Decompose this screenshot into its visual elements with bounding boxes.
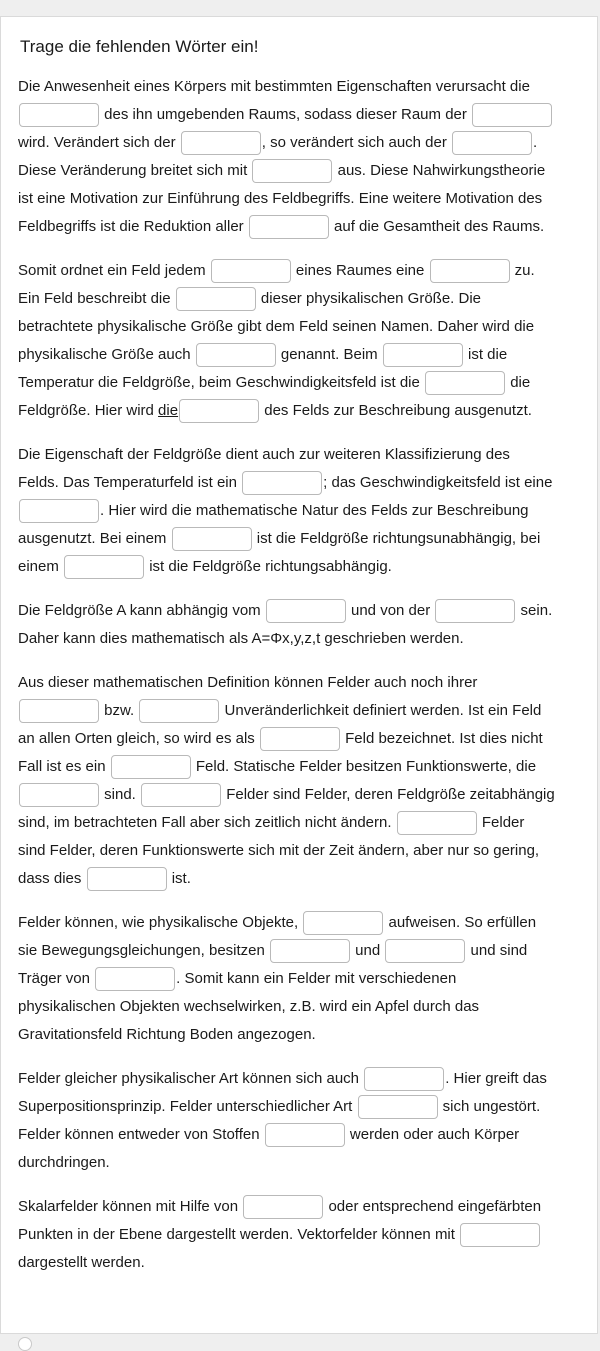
blank-input[interactable]	[243, 1195, 323, 1219]
text-segment: physikalische Größe auch	[18, 346, 195, 363]
text-line	[18, 697, 590, 725]
text-segment: ist die Feldgröße richtungsabhängig.	[145, 558, 392, 575]
text-line	[18, 669, 590, 697]
text-line	[18, 1021, 590, 1049]
text-line	[18, 865, 590, 893]
paragraph	[18, 441, 590, 581]
text-segment: und von der	[346, 602, 435, 619]
blank-input[interactable]	[358, 1095, 438, 1119]
text-segment: auf die Gesamtheit des Raums.	[329, 218, 545, 235]
text-segment: ist die	[463, 346, 508, 363]
text-segment: Gravitationsfeld Richtung Boden angezogen.	[18, 1026, 316, 1043]
text-line	[18, 837, 590, 865]
text-line	[18, 185, 590, 213]
text-segment: genannt. Beim	[276, 346, 382, 363]
text-segment: Felder können, wie physikalische Objekte,	[18, 914, 303, 931]
status-circle-icon	[18, 1337, 32, 1351]
blank-input[interactable]	[266, 599, 346, 623]
text-segment: Fall ist es ein	[18, 758, 110, 775]
text-segment: Die Feldgröße A kann abhängig vom	[18, 602, 265, 619]
blank-input[interactable]	[139, 699, 219, 723]
blank-input[interactable]	[260, 727, 340, 751]
blank-input[interactable]	[19, 499, 99, 523]
text-line	[18, 1193, 590, 1221]
paragraph	[18, 1065, 590, 1177]
text-line	[18, 553, 590, 581]
text-segment: betrachtete physikalische Größe gibt dem Feld seinen Namen. Daher wird die	[18, 318, 535, 335]
blank-input[interactable]	[265, 1123, 345, 1147]
text-line	[18, 369, 590, 397]
text-segment: Die Eigenschaft der Feldgröße dient auch zur weiteren Klassifizierung des	[18, 446, 510, 463]
text-line	[18, 725, 590, 753]
paragraph	[18, 73, 590, 241]
text-segment: Feld bezeichnet. Ist dies nicht	[340, 730, 543, 747]
text-segment: durchdringen.	[18, 1154, 110, 1171]
blank-input[interactable]	[303, 911, 383, 935]
text-line	[18, 525, 590, 553]
text-segment: dargestellt werden.	[18, 1254, 145, 1271]
exercise-card	[0, 16, 598, 1334]
text-line	[18, 257, 590, 285]
text-segment: die	[158, 402, 179, 419]
text-segment: Ein Feld beschreibt die	[18, 290, 175, 307]
text-segment: . Hier greift das	[445, 1070, 547, 1087]
text-segment: werden oder auch Körper	[345, 1126, 520, 1143]
blank-input[interactable]	[383, 343, 463, 367]
text-segment: oder entsprechend eingefärbten	[324, 1198, 542, 1215]
text-segment: bzw.	[100, 702, 139, 719]
blank-input[interactable]	[435, 599, 515, 623]
text-segment: Somit ordnet ein Feld jedem	[18, 262, 210, 279]
text-segment: eines Raumes eine	[291, 262, 429, 279]
text-line	[18, 597, 590, 625]
text-segment: Felder	[477, 814, 525, 831]
blank-input[interactable]	[179, 399, 259, 423]
blank-input[interactable]	[270, 939, 350, 963]
text-segment: Die Anwesenheit eines Körpers mit bestimmten Eigenschaften verursacht die	[18, 78, 530, 95]
text-line	[18, 1093, 590, 1121]
text-line	[18, 937, 590, 965]
text-segment: , so verändert sich auch der	[261, 134, 452, 151]
text-segment: Feldbegriffs ist die Reduktion aller	[18, 218, 248, 235]
text-segment: Superpositionsprinzip. Felder unterschiedlicher Art	[18, 1098, 357, 1115]
text-segment: sich ungestört.	[438, 1098, 541, 1115]
text-line	[18, 965, 590, 993]
text-line	[18, 1149, 590, 1177]
text-segment: Felder gleicher physikalischer Art können sich auch	[18, 1070, 364, 1087]
text-segment: ausgenutzt. Bei einem	[18, 530, 171, 547]
blank-input[interactable]	[141, 783, 221, 807]
blank-input[interactable]	[19, 699, 99, 723]
text-segment: Feld. Statische Felder besitzen Funktionswerte, die	[191, 758, 537, 775]
text-line	[18, 809, 590, 837]
text-segment: Felder sind Felder, deren Feldgröße zeitabhängig	[222, 786, 555, 803]
text-line	[18, 753, 590, 781]
text-segment: Felds. Das Temperaturfeld ist ein	[18, 474, 242, 491]
blank-input[interactable]	[385, 939, 465, 963]
blank-input[interactable]	[430, 259, 510, 283]
blank-input[interactable]	[460, 1223, 540, 1247]
text-segment: dieser physikalischen Größe. Die	[256, 290, 482, 307]
blank-input[interactable]	[242, 471, 322, 495]
text-segment: sind.	[100, 786, 141, 803]
blank-input[interactable]	[87, 867, 167, 891]
text-line	[18, 1121, 590, 1149]
text-line	[18, 625, 590, 653]
blank-input[interactable]	[64, 555, 144, 579]
blank-input[interactable]	[95, 967, 175, 991]
text-segment: sind, im betrachteten Fall aber sich zeitlich nicht ändern.	[18, 814, 396, 831]
paragraph	[18, 1193, 590, 1277]
text-line	[18, 497, 590, 525]
text-segment: Diese Veränderung breitet sich mit	[18, 162, 252, 179]
text-line	[18, 1065, 590, 1093]
blank-input[interactable]	[364, 1067, 444, 1091]
text-line	[18, 213, 590, 241]
text-segment: Träger von	[18, 970, 95, 987]
text-line	[18, 1249, 590, 1277]
text-segment: ; das Geschwindigkeitsfeld ist eine	[323, 474, 553, 491]
text-segment: Aus dieser mathematischen Definition können Felder auch noch ihrer	[18, 674, 478, 691]
text-line	[18, 397, 590, 425]
text-line	[18, 909, 590, 937]
blank-input[interactable]	[172, 527, 252, 551]
text-segment: und sind	[466, 942, 528, 959]
text-segment: einem	[18, 558, 64, 575]
blank-input[interactable]	[196, 343, 276, 367]
blank-input[interactable]	[19, 103, 99, 127]
text-line	[18, 157, 590, 185]
blank-input[interactable]	[425, 371, 505, 395]
text-segment: Skalarfelder können mit Hilfe von	[18, 1198, 243, 1215]
text-line	[18, 469, 590, 497]
text-segment: Feldgröße. Hier wird	[18, 402, 159, 419]
text-line	[18, 441, 590, 469]
text-line	[18, 285, 590, 313]
text-segment: an allen Orten gleich, so wird es als	[18, 730, 259, 747]
blank-input[interactable]	[472, 103, 552, 127]
text-segment: . Somit kann ein Felder mit verschiedenen	[176, 970, 457, 987]
text-line	[18, 1221, 590, 1249]
blank-input[interactable]	[111, 755, 191, 779]
paragraph	[18, 597, 590, 653]
blank-input[interactable]	[181, 131, 261, 155]
text-line	[18, 129, 590, 157]
text-segment: aus. Diese Nahwirkungstheorie	[333, 162, 546, 179]
text-segment: sein.	[516, 602, 553, 619]
text-line	[18, 341, 590, 369]
text-line	[18, 101, 590, 129]
blank-input[interactable]	[452, 131, 532, 155]
text-segment: die	[506, 374, 531, 391]
text-line	[18, 73, 590, 101]
text-segment: zu.	[510, 262, 535, 279]
text-segment: Unveränderlichkeit definiert werden. Ist ein Feld	[220, 702, 542, 719]
text-segment: ist.	[167, 870, 191, 887]
text-segment: sie Bewegungsgleichungen, besitzen	[18, 942, 270, 959]
text-segment: des ihn umgebenden Raums, sodass dieser Raum der	[100, 106, 472, 123]
paragraph	[18, 257, 590, 425]
blank-input[interactable]	[249, 215, 329, 239]
text-segment: Felder können entweder von Stoffen	[18, 1126, 264, 1143]
blank-input[interactable]	[19, 783, 99, 807]
text-line	[18, 993, 590, 1021]
text-segment: physikalischen Objekten wechselwirken, z.B. wird ein Apfel durch das	[18, 998, 480, 1015]
text-segment: Temperatur die Feldgröße, beim Geschwindigkeitsfeld ist die	[18, 374, 425, 391]
text-segment: ist eine Motivation zur Einführung des Feldbegriffs. Eine weitere Motivation des	[18, 190, 543, 207]
text-line	[18, 313, 590, 341]
text-segment: Punkten in der Ebene dargestellt werden. Vektorfelder können mit	[18, 1226, 460, 1243]
blank-input[interactable]	[252, 159, 332, 183]
text-segment: des Felds zur Beschreibung ausgenutzt.	[260, 402, 532, 419]
exercise-title: Trage die fehlenden Wörter ein!	[20, 37, 259, 56]
text-segment: aufweisen. So erfüllen	[384, 914, 537, 931]
text-segment: . Hier wird die mathematische Natur des Felds zur Beschreibung	[100, 502, 529, 519]
blank-input[interactable]	[176, 287, 256, 311]
text-segment: sind Felder, deren Funktionswerte sich mit der Zeit ändern, aber nur so gering,	[18, 842, 540, 859]
blank-input[interactable]	[397, 811, 477, 835]
text-segment: ist die Feldgröße richtungsunabhängig, bei	[252, 530, 541, 547]
blank-input[interactable]	[211, 259, 291, 283]
text-segment: Daher kann dies mathematisch als A=Φx,y,z,t geschrieben werden.	[18, 630, 464, 647]
text-segment: .	[533, 134, 538, 151]
text-line	[18, 781, 590, 809]
text-segment: wird. Verändert sich der	[18, 134, 180, 151]
text-segment: dass dies	[18, 870, 86, 887]
paragraph	[18, 909, 590, 1049]
text-segment: und	[351, 942, 385, 959]
paragraph	[18, 669, 590, 893]
